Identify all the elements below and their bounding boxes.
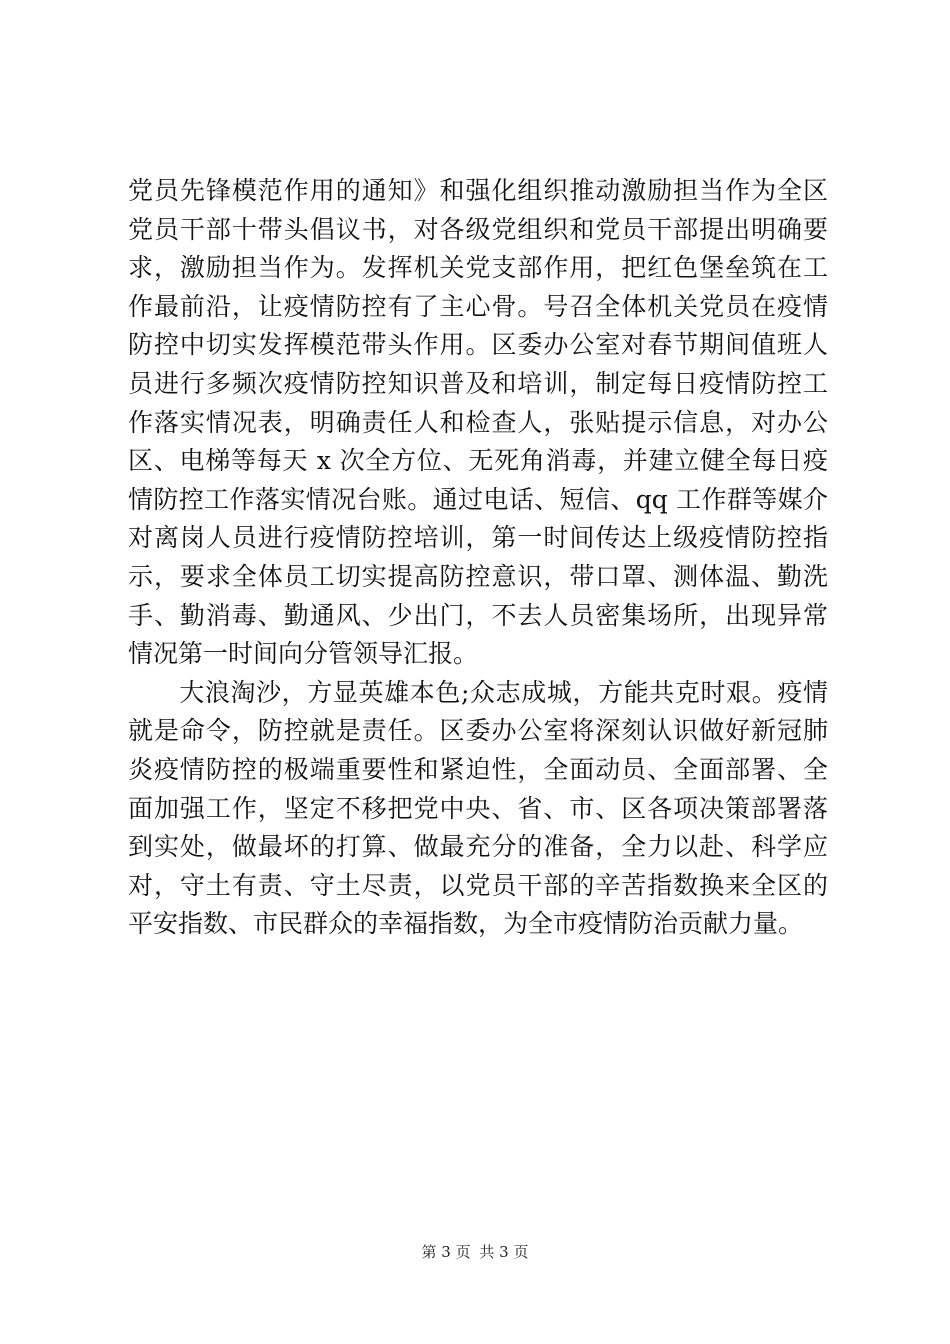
text-line: 情况第一时间向分管领导汇报。	[128, 639, 479, 669]
text-line: 对离岗人员进行疫情防控培训，第一时间传达上级疫情防控指	[128, 523, 828, 553]
text-line: 区、电梯等每天 x 次全方位、无死角消毒，并建立健全每日疫	[128, 446, 828, 476]
text-line: 平安指数、市民群众的幸福指数，为全市疫情防治贡献力量。	[128, 909, 804, 939]
text-line: 就是命令，防控就是责任。区委办公室将深刻认识做好新冠肺	[128, 716, 828, 746]
text-line: 对，守土有责、守土尽责，以党员干部的辛苦指数换来全区的	[128, 870, 828, 900]
paragraph	[128, 674, 828, 944]
text-line: 党员先锋模范作用的通知》和强化组织推动激励担当作为全区	[128, 176, 828, 205]
text-line: 到实处，做最坏的打算、做最充分的准备，全力以赴、科学应	[128, 832, 828, 862]
text-line: 炎疫情防控的极端重要性和紧迫性，全面动员、全面部署、全	[128, 754, 828, 784]
text-line: 面加强工作，坚定不移把党中央、省、市、区各项决策部署落	[128, 793, 828, 823]
text-line: 党员干部十带头倡议书，对各级党组织和党员干部提出明确要	[128, 214, 828, 244]
text-line: 员进行多频次疫情防控知识普及和培训，制定每日疫情防控工	[128, 368, 828, 398]
document-body	[128, 172, 828, 944]
page-footer	[0, 1241, 950, 1262]
text-line: 大浪淘沙，方显英雄本色;众志成城，方能共克时艰。疫情	[128, 677, 828, 707]
text-line: 示，要求全体员工切实提高防控意识，带口罩、测体温、勤洗	[128, 561, 828, 591]
page-number: 第 3 页	[421, 1243, 471, 1261]
text-line: 作落实情况表，明确责任人和检查人，张贴提示信息，对办公	[128, 407, 828, 437]
text-line: 求，激励担当作为。发挥机关党支部作用，把红色堡垒筑在工	[128, 253, 828, 283]
paragraph	[128, 172, 828, 674]
text-line: 情防控工作落实情况台账。通过电话、短信、qq 工作群等媒介	[128, 484, 828, 514]
page-total: 共 3 页	[479, 1243, 529, 1261]
text-line: 防控中切实发挥模范带头作用。区委办公室对春节期间值班人	[128, 330, 828, 360]
text-line: 手、勤消毒、勤通风、少出门，不去人员密集场所，出现异常	[128, 600, 828, 630]
text-line: 作最前沿，让疫情防控有了主心骨。号召全体机关党员在疫情	[128, 291, 828, 321]
